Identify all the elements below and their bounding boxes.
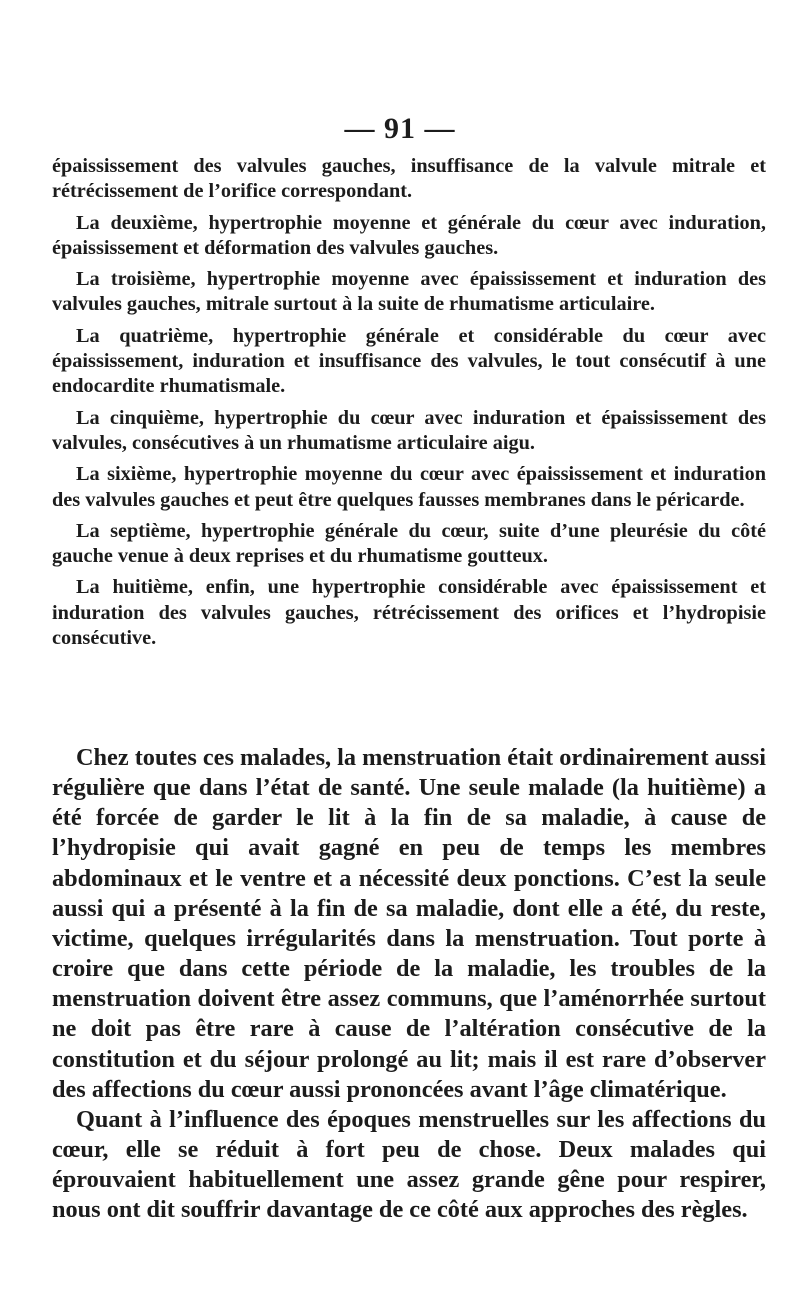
page-number: — 91 —	[344, 112, 456, 145]
paragraph: Chez toutes ces malades, la menstruation était ordinairement aussi régulière que dans l’état de santé. Une seule malade (la huitième) a été forcée de garder le lit à la fin de sa maladie, à cause de l’hydropisie qui avait gagné en peu de temps les membres abdominaux et le ventre et a nécessité deux ponctions. C’est la seule aussi qui a présenté à la fin de sa maladie, dont elle a été, du reste, victime, quelques irrégularités dans la menstruation. Tout porte à croire que dans cette période de la maladie, les troubles de la menstruation doivent être assez communs, que l’aménorrhée surtout ne doit pas être rare à cause de l’altération consécutive de la constitution et du séjour prolongé au lit; mais il est rare d’observer des affections du cœur aussi prononcées avant l’âge climatérique.	[52, 744, 766, 1103]
paragraph: La septième, hypertrophie générale du cœur, suite d’une pleurésie du côté gauche venue à deux reprises et du rhumatisme goutteux.	[52, 519, 766, 568]
paragraph: épaississement des valvules gauches, insuffisance de la valvule mitrale et rétrécissement de l’orifice correspondant.	[52, 155, 766, 203]
paragraph: Quant à l’influence des époques menstruelles sur les affections du cœur, elle se réduit à fort peu de chose. Deux malades qui éprouvaient habituellement une assez grande gêne pour respirer, nous ont dit souffrir davantage de ce côté aux approches des règles.	[52, 1105, 766, 1224]
paragraph: La quatrième, hypertrophie générale et considérable du cœur avec épaississement, induration et insuffisance des valvules, le tout consécutif à une endocardite rhumatismale.	[52, 324, 766, 398]
paragraph: La deuxième, hypertrophie moyenne et générale du cœur avec induration, épaississement et déformation des valvules gauches.	[52, 211, 766, 259]
large-type-section	[52, 743, 766, 1226]
paragraph: La sixième, hypertrophie moyenne du cœur avec épaississement et induration des valvules gauches et peut être quelques fausses membranes dans le péricarde.	[52, 463, 766, 511]
paragraph: La cinquième, hypertrophie du cœur avec induration et épaississement des valvules, consécutives à un rhumatisme articulaire aigu.	[52, 406, 766, 454]
paragraph: La huitième, enfin, une hypertrophie considérable avec épaississement et induration des valvules gauches, rétrécissement des orifices et l’hydropisie consécutive.	[52, 576, 766, 650]
small-type-section	[52, 154, 766, 657]
paragraph: La troisième, hypertrophie moyenne avec épaississement et induration des valvules gauches, mitrale surtout à la suite de rhumatisme articulaire.	[52, 268, 766, 316]
